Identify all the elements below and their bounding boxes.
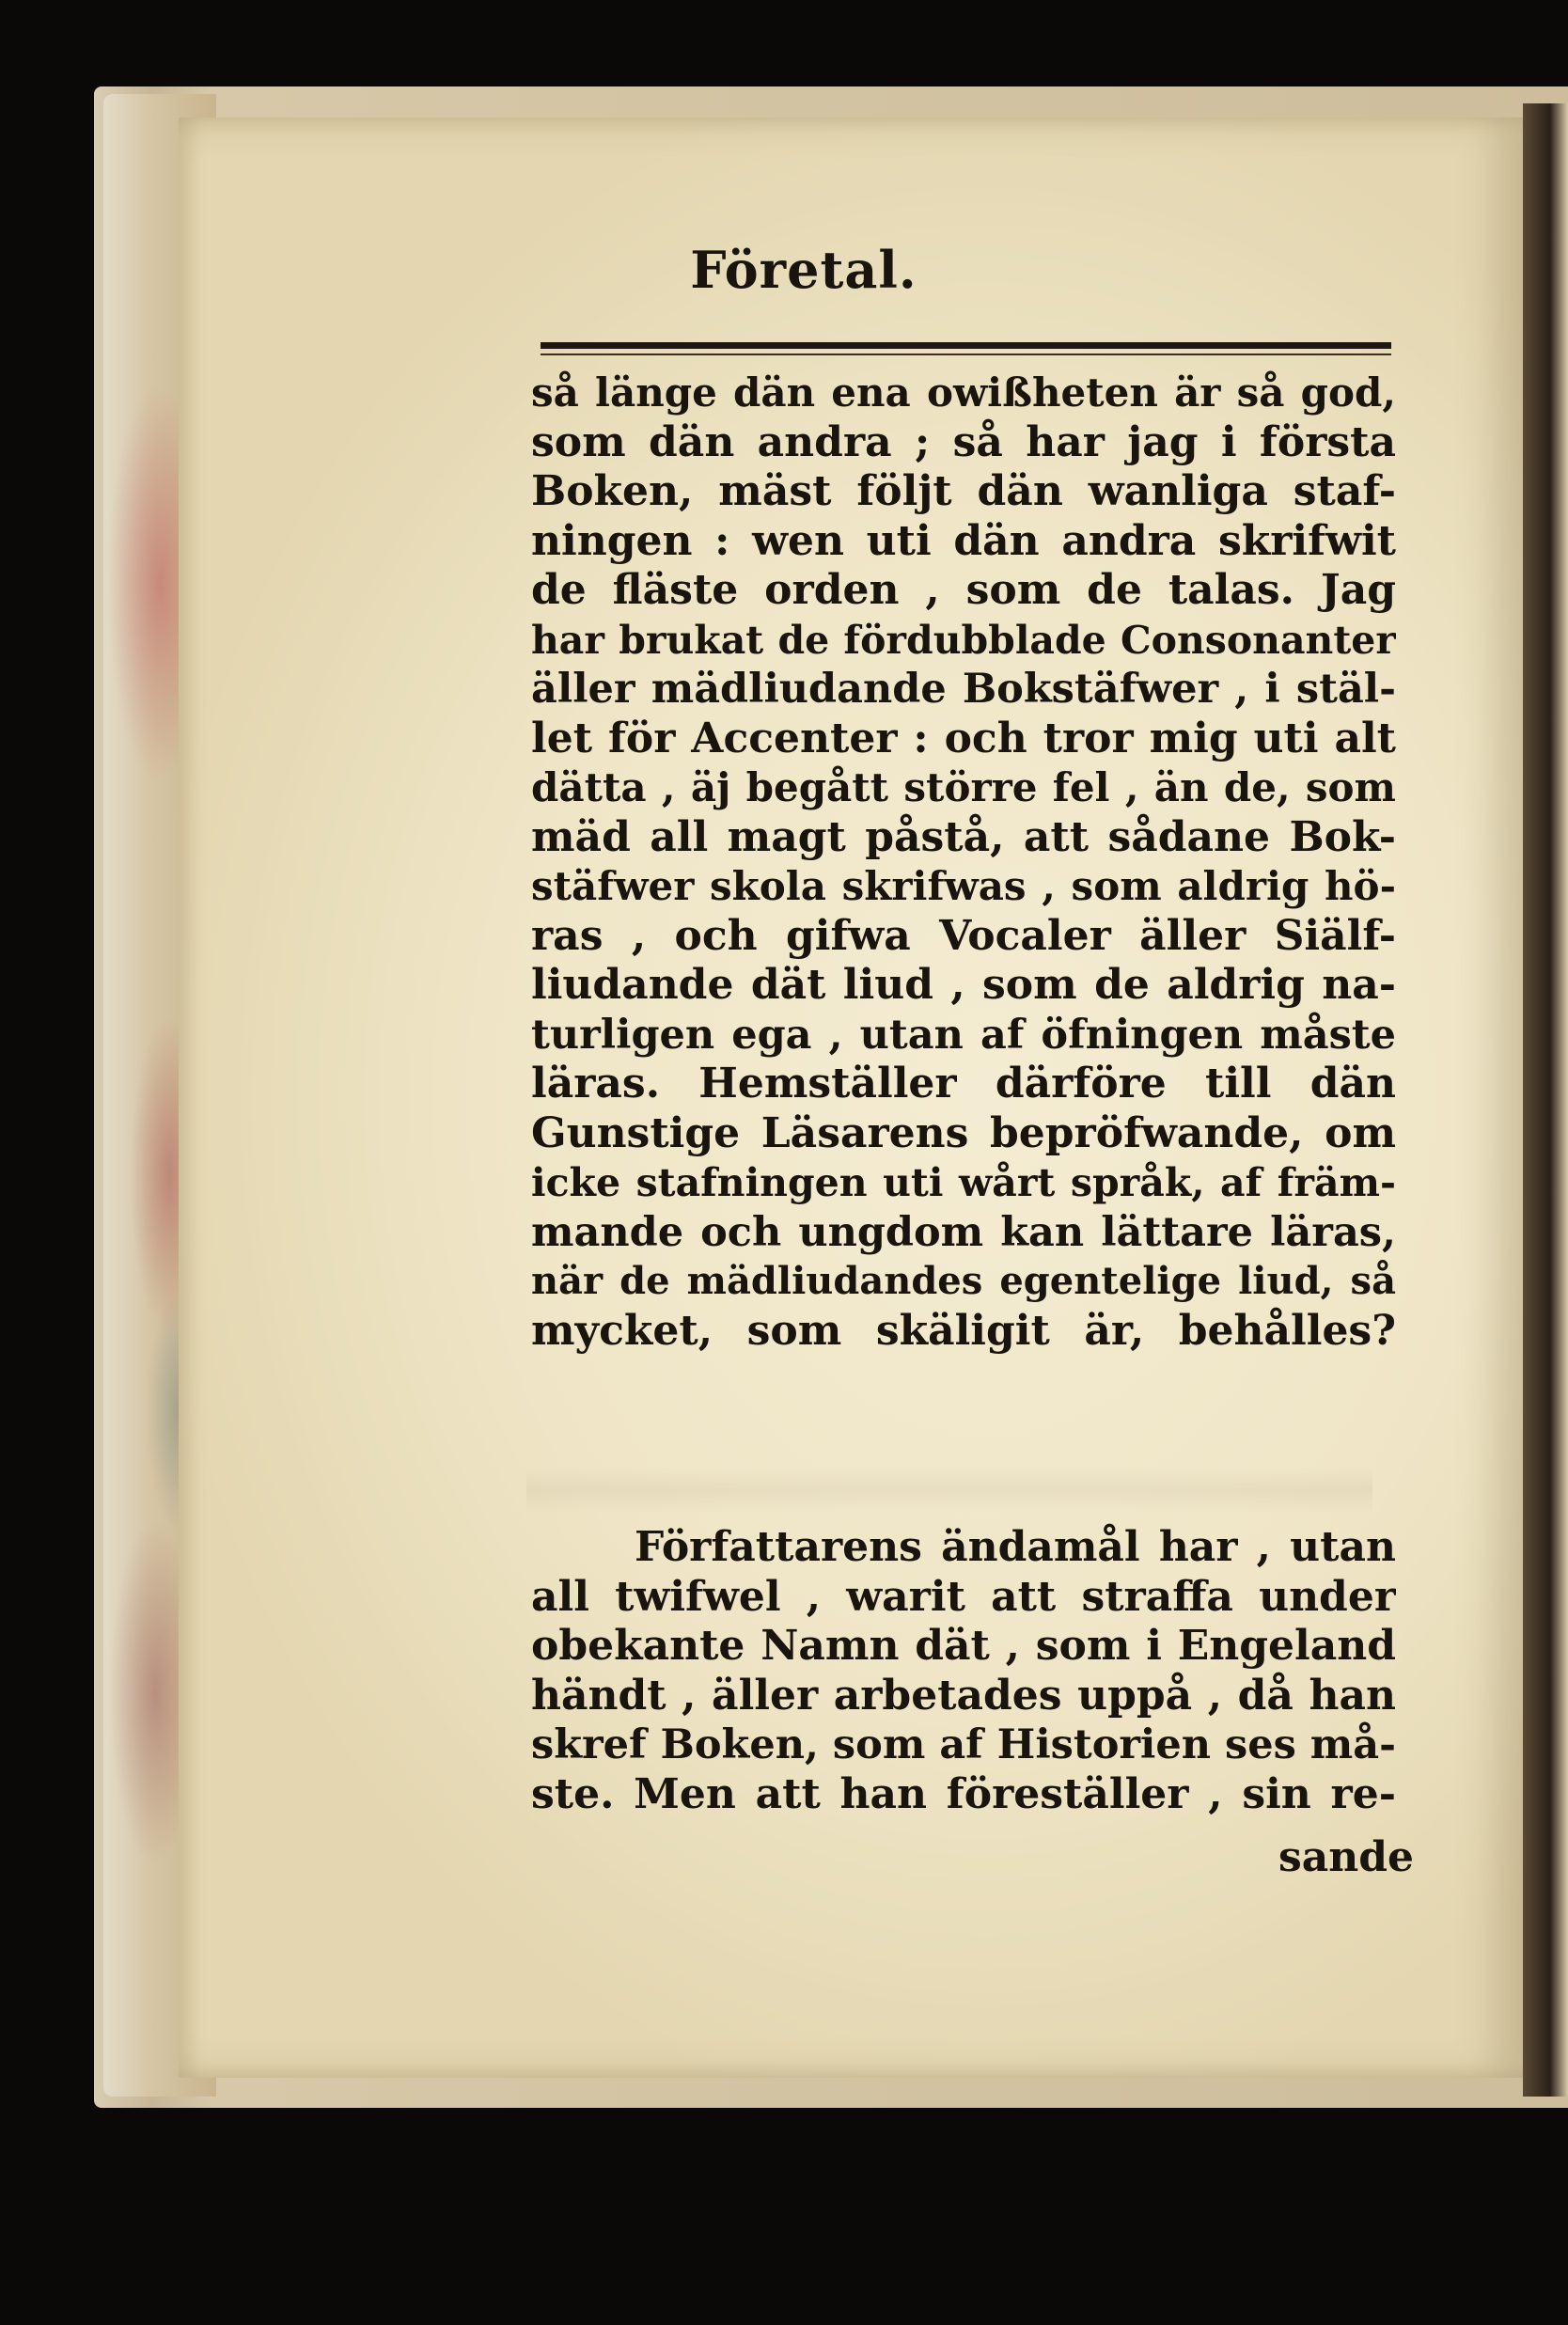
text-line: Gunstige Läsarens bepröfwande, om: [531, 1108, 1396, 1157]
text-line: dätta , äj begått större fel , än de, som: [531, 764, 1396, 810]
text-line: de fläste orden , som de talas. Jag: [531, 566, 1396, 614]
paragraph-1: [531, 369, 1396, 1356]
text-line: all twifwel , warit att straffa under: [531, 1572, 1396, 1621]
paragraph-2: [531, 1523, 1396, 1819]
text-line: mycket, som skäligit är, behålles?: [531, 1306, 1396, 1355]
text-line: så länge dän ena owißheten är så god,: [531, 369, 1396, 416]
text-line: skref Boken, som af Historien ses må-: [531, 1721, 1396, 1768]
text-line: ras , och gifwa Vocaler äller Siälf-: [531, 911, 1396, 960]
text-line: när de mädliudandes egentelige liud, så: [531, 1259, 1396, 1303]
show-through: [526, 1467, 1372, 1514]
catchword: sande: [1278, 1833, 1415, 1881]
text-line: let för Accenter : och tror mig uti alt: [531, 714, 1396, 762]
page-header: Företal.: [690, 240, 917, 300]
text-line: liudande dät liud , som de aldrig na-: [531, 961, 1396, 1009]
text-line: Boken, mäst följt dän wanliga staf-: [531, 467, 1396, 515]
text-line: Författarens ändamål har , utan: [635, 1523, 1396, 1571]
text-line: turligen ega , utan af öfningen måste: [531, 1011, 1396, 1059]
text-line: mande och ungdom kan lättare läras,: [531, 1208, 1396, 1256]
text-line: läras. Hemställer därföre till dän: [531, 1060, 1396, 1108]
header-rule: [541, 342, 1391, 349]
text-line: äller mädliudande Bokstäfwer , i stäl-: [531, 666, 1396, 713]
text-line: stäfwer skola skrifwas , som aldrig hö-: [531, 863, 1396, 909]
text-line: mäd all magt påstå, att sådane Bok-: [531, 812, 1396, 861]
header-rule-thin: [541, 353, 1391, 355]
text-line: obekante Namn dät , som i Engeland: [531, 1622, 1396, 1670]
text-line: icke stafningen uti wårt språk, af främ-: [531, 1160, 1396, 1205]
text-line: som dän andra ; så har jag i första: [531, 417, 1396, 466]
text-line: har brukat de fördubblade Consonanter: [531, 617, 1396, 663]
text-line: ningen : wen uti dän andra skrifwit: [531, 516, 1396, 565]
text-line: händt , äller arbetades uppå , då han: [531, 1671, 1396, 1720]
text-line: ste. Men att han föreställer , sin re-: [531, 1769, 1396, 1818]
spine-gutter: [1523, 103, 1568, 2097]
